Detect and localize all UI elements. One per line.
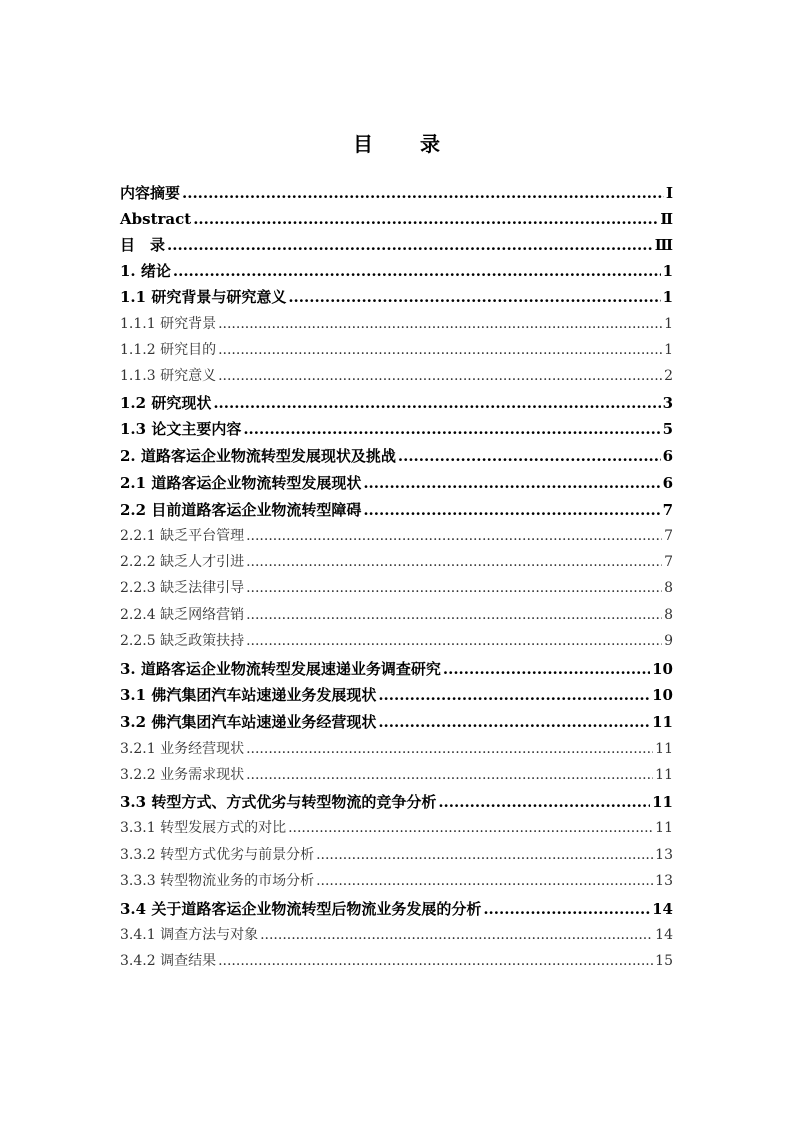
toc-dot-leader	[246, 630, 662, 652]
toc-entry[interactable]	[120, 208, 673, 230]
toc-entry-label: 3.2.2 业务需求现状	[120, 767, 245, 783]
toc-entry[interactable]	[120, 924, 673, 946]
toc-entry-label: 3.3.1 转型发展方式的对比	[120, 820, 287, 836]
toc-dot-leader	[316, 844, 653, 866]
toc-entry-page: 11	[655, 767, 673, 783]
toc-entry[interactable]	[120, 898, 673, 920]
toc-dot-leader	[246, 525, 662, 547]
toc-dot-leader	[438, 791, 650, 813]
toc-entry[interactable]	[120, 339, 673, 361]
toc-title: 目 录	[353, 132, 460, 156]
toc-entry-page: 7	[664, 554, 673, 570]
toc-entry-label: 1. 绪论	[120, 262, 171, 280]
toc-dot-leader	[246, 764, 653, 786]
toc-entry-label: 3.3.2 转型方式优劣与前景分析	[120, 847, 315, 863]
toc-entry[interactable]	[120, 844, 673, 866]
toc-dot-leader	[218, 339, 662, 361]
toc-entry-label: 2.1 道路客运企业物流转型发展现状	[120, 474, 362, 492]
toc-entry-page: 10	[652, 660, 673, 678]
toc-entry[interactable]	[120, 286, 673, 308]
toc-entry-label: 3.3.3 转型物流业务的市场分析	[120, 873, 315, 889]
toc-entry-page: 1	[664, 316, 673, 332]
toc-entry-page: 5	[662, 420, 673, 438]
toc-entry[interactable]	[120, 630, 673, 652]
toc-dot-leader	[167, 234, 653, 256]
toc-entry-label: 1.1.1 研究背景	[120, 316, 217, 332]
toc-entry[interactable]	[120, 658, 673, 680]
toc-entry-label: 1.1.2 研究目的	[120, 342, 217, 358]
toc-entry[interactable]	[120, 791, 673, 813]
toc-entry[interactable]	[120, 472, 673, 494]
toc-entry-page: 7	[664, 528, 673, 544]
toc-dot-leader	[243, 418, 660, 440]
toc-entry-label: 2.2 目前道路客运企业物流转型障碍	[120, 501, 362, 519]
toc-dot-leader	[246, 577, 662, 599]
toc-dot-leader	[316, 870, 653, 892]
toc-entry[interactable]	[120, 499, 673, 521]
toc-entry-page: 6	[662, 474, 673, 492]
toc-dot-leader	[363, 499, 660, 521]
toc-entry-label: 1.2 研究现状	[120, 394, 212, 412]
toc-entry-page: 8	[664, 580, 673, 596]
toc-entry[interactable]	[120, 817, 673, 839]
toc-entry-label: 2.2.5 缺乏政策扶持	[120, 633, 245, 649]
toc-entry[interactable]	[120, 577, 673, 599]
toc-entry-label: 3.4.1 调查方法与对象	[120, 927, 259, 943]
toc-dot-leader	[218, 950, 653, 972]
toc-entry-label: 1.1 研究背景与研究意义	[120, 288, 287, 306]
toc-entry-label: Abstract	[120, 210, 192, 228]
toc-entry-label: 2.2.1 缺乏平台管理	[120, 528, 245, 544]
toc-entry-page: 2	[664, 368, 673, 384]
toc-dot-leader	[378, 684, 650, 706]
toc-entry[interactable]	[120, 684, 673, 706]
toc-entry[interactable]	[120, 764, 673, 786]
toc-entry[interactable]	[120, 392, 673, 414]
toc-entry[interactable]	[120, 870, 673, 892]
toc-dot-leader	[193, 208, 658, 230]
toc-entry[interactable]	[120, 260, 673, 282]
toc-entry-page: 6	[662, 447, 673, 465]
toc-dot-leader	[363, 472, 660, 494]
toc-entry-page: Ⅲ	[654, 236, 673, 254]
toc-entry[interactable]	[120, 445, 673, 467]
toc-entry[interactable]	[120, 738, 673, 760]
toc-entry-page: 13	[655, 873, 673, 889]
toc-entry[interactable]	[120, 365, 673, 387]
toc-entry-label: 3.4.2 调查结果	[120, 953, 217, 969]
toc-entry[interactable]	[120, 313, 673, 335]
toc-dot-leader	[260, 924, 653, 946]
toc-dot-leader	[398, 445, 661, 467]
toc-entry-label: 3.1 佛汽集团汽车站速递业务发展现状	[120, 686, 377, 704]
toc-dot-leader	[246, 604, 662, 626]
toc-entry-label: 2.2.4 缺乏网络营销	[120, 607, 245, 623]
toc-dot-leader	[246, 738, 653, 760]
toc-entry-page: 14	[652, 900, 673, 918]
toc-dot-leader	[246, 551, 662, 573]
toc-dot-leader	[443, 658, 650, 680]
toc-entry-page: 8	[664, 607, 673, 623]
toc-entry-page: 15	[655, 953, 673, 969]
toc-entry-page: 11	[652, 713, 673, 731]
toc-entry-label: 3.3 转型方式、方式优劣与转型物流的竞争分析	[120, 793, 437, 811]
toc-entry[interactable]	[120, 551, 673, 573]
toc-entry-page: 9	[664, 633, 673, 649]
toc-entry-page: 11	[652, 793, 673, 811]
toc-entry-page: 7	[662, 501, 673, 519]
toc-entry-label: 内容摘要	[120, 184, 181, 202]
toc-entry[interactable]	[120, 950, 673, 972]
toc-entry-page: 1	[662, 262, 673, 280]
toc-entry[interactable]	[120, 711, 673, 733]
toc-entry-page: 1	[664, 342, 673, 358]
toc-entry-label: 3.2 佛汽集团汽车站速递业务经营现状	[120, 713, 377, 731]
toc-dot-leader	[378, 711, 650, 733]
toc-entry-page: Ⅰ	[665, 184, 673, 202]
toc-entry-page: 11	[655, 820, 673, 836]
toc-entry-page: 14	[655, 927, 673, 943]
toc-entry-label: 3.4 关于道路客运企业物流转型后物流业务发展的分析	[120, 900, 482, 918]
toc-dot-leader	[288, 817, 653, 839]
toc-dot-leader	[173, 260, 661, 282]
toc-dot-leader	[213, 392, 660, 414]
toc-entry-page: 10	[652, 686, 673, 704]
toc-dot-leader	[288, 286, 660, 308]
toc-entry-label: 2. 道路客运企业物流转型发展现状及挑战	[120, 447, 396, 465]
toc-entry-page: 3	[662, 394, 673, 412]
toc-entry-label: 目 录	[120, 236, 166, 254]
toc-entry-page: 1	[662, 288, 673, 306]
toc-entry[interactable]	[120, 182, 673, 204]
toc-entry-label: 1.1.3 研究意义	[120, 368, 217, 384]
toc-entry-label: 3.2.1 业务经营现状	[120, 741, 245, 757]
toc-dot-leader	[218, 313, 662, 335]
toc-entry-page: Ⅱ	[660, 210, 673, 228]
toc-entry[interactable]	[120, 418, 673, 440]
toc-entry[interactable]	[120, 604, 673, 626]
toc-entry-page: 11	[655, 741, 673, 757]
toc-entry-label: 2.2.2 缺乏人才引进	[120, 554, 245, 570]
toc-entry-label: 2.2.3 缺乏法律引导	[120, 580, 245, 596]
toc-dot-leader	[483, 898, 650, 920]
toc-dot-leader	[182, 182, 664, 204]
toc-entry-page: 13	[655, 847, 673, 863]
toc-dot-leader	[218, 365, 662, 387]
toc-entry-label: 1.3 论文主要内容	[120, 420, 242, 438]
toc-entry[interactable]	[120, 525, 673, 547]
toc-entry[interactable]	[120, 234, 673, 256]
toc-entry-label: 3. 道路客运企业物流转型发展速递业务调查研究	[120, 660, 441, 678]
